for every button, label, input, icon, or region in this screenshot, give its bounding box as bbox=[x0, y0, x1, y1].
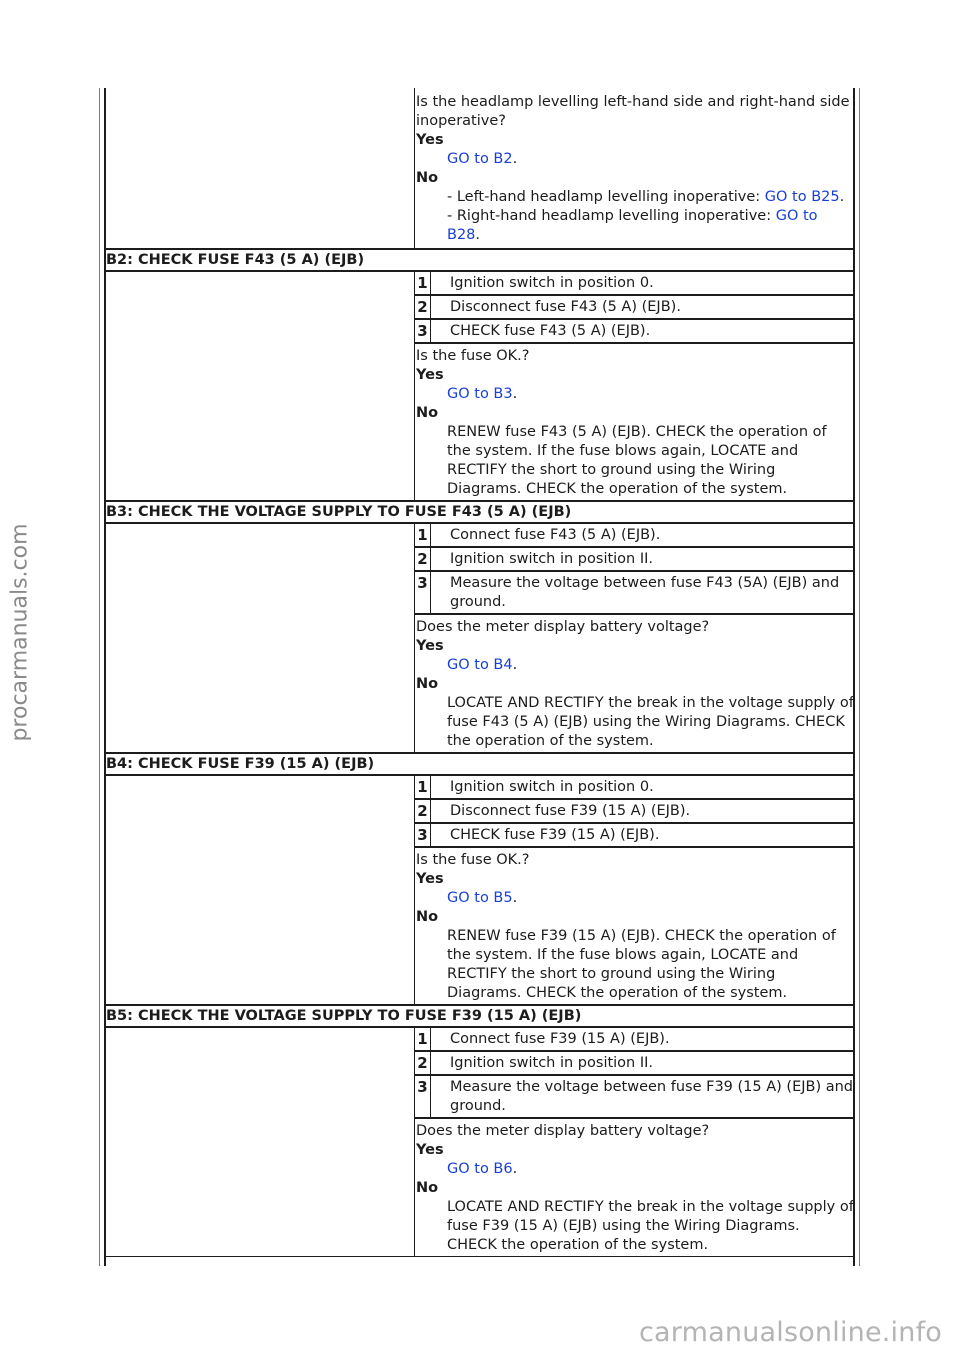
step-number: 1 bbox=[415, 776, 431, 798]
question-answer: Does the meter display battery voltage? Yes GO to B4. No LOCATE AND RECTIFY the break in the voltage supply of fuse F43 (5 A) (EJB) using the Wiring Diagrams. CHECK the operation of the system. bbox=[416, 619, 854, 749]
step-row bbox=[415, 1052, 854, 1076]
section-content bbox=[414, 524, 854, 752]
section-content bbox=[414, 1028, 854, 1256]
step-text: Connect fuse F43 (5 A) (EJB). bbox=[450, 527, 661, 543]
step-text: CHECK fuse F39 (15 A) (EJB). bbox=[450, 827, 660, 843]
continuation-row bbox=[104, 88, 854, 250]
step-number: 2 bbox=[415, 800, 431, 822]
empty-cell bbox=[104, 524, 414, 752]
section-body bbox=[104, 272, 854, 502]
question-text: Does the meter display battery voltage? bbox=[416, 1123, 710, 1139]
section-content bbox=[414, 776, 854, 1004]
yes-link[interactable]: GO to B5 bbox=[447, 890, 513, 906]
no-label: No bbox=[416, 405, 439, 421]
diagnostic-table bbox=[104, 88, 854, 1257]
step-row bbox=[415, 824, 854, 848]
no-label: No bbox=[416, 676, 439, 692]
question-text: Is the fuse OK.? bbox=[416, 852, 530, 868]
no-left-link[interactable]: GO to B25 bbox=[764, 189, 840, 205]
step-number: 1 bbox=[415, 272, 431, 294]
question-text: Is the headlamp levelling left-hand side and right-hand side inoperative? bbox=[416, 94, 850, 129]
no-label: No bbox=[416, 170, 439, 186]
empty-cell bbox=[104, 272, 414, 500]
no-label: No bbox=[416, 909, 439, 925]
step-number: 3 bbox=[415, 1076, 431, 1117]
test-sections bbox=[104, 250, 854, 1257]
step-row bbox=[415, 548, 854, 572]
frame-left-outer-line bbox=[99, 88, 100, 1266]
no-label: No bbox=[416, 1180, 439, 1196]
no-text: RENEW fuse F39 (15 A) (EJB). CHECK the operation of the system. If the fuse blows again, LOCATE and RECTIFY the short to ground using the Wiring Diagrams. CHECK the operation of the system. bbox=[447, 928, 836, 1001]
yes-link[interactable]: GO to B4 bbox=[447, 657, 513, 673]
no-item-right: - Right-hand headlamp levelling inoperative: GO to B28. bbox=[447, 208, 818, 243]
step-text: CHECK fuse F43 (5 A) (EJB). bbox=[450, 323, 651, 339]
question-answer: Is the fuse OK.? Yes GO to B5. No RENEW fuse F39 (15 A) (EJB). CHECK the operation of the system. If the fuse blows again, LOCATE and RECTIFY the short to ground using the Wiring Diagrams. CHECK the operation of the system. bbox=[415, 848, 854, 1004]
step-text: Ignition switch in position 0. bbox=[450, 779, 654, 795]
step-text: Ignition switch in position II. bbox=[450, 551, 654, 567]
question-answer: Does the meter display battery voltage? Yes GO to B6. No LOCATE AND RECTIFY the break in the voltage supply of fuse F39 (15 A) (EJB) using the Wiring Diagrams. CHECK the operation of the system. bbox=[416, 1123, 854, 1253]
step-text: Disconnect fuse F39 (15 A) (EJB). bbox=[450, 803, 691, 819]
question-text: Is the fuse OK.? bbox=[416, 348, 530, 364]
step-row bbox=[415, 296, 854, 320]
step-row bbox=[415, 1076, 854, 1119]
question-text: Does the meter display battery voltage? bbox=[416, 619, 710, 635]
yes-link[interactable]: GO to B3 bbox=[447, 386, 513, 402]
step-row bbox=[415, 776, 854, 800]
section-title: B3: CHECK THE VOLTAGE SUPPLY TO FUSE F43 (5 A) (EJB) bbox=[104, 502, 854, 524]
step-number: 2 bbox=[415, 548, 431, 570]
section-title: B5: CHECK THE VOLTAGE SUPPLY TO FUSE F39 (15 A) (EJB) bbox=[104, 1006, 854, 1028]
section-content bbox=[414, 272, 854, 500]
step-number: 3 bbox=[415, 572, 431, 613]
yes-label: Yes bbox=[416, 367, 444, 383]
empty-cell bbox=[104, 776, 414, 1004]
step-text: Measure the voltage between fuse F43 (5A) (EJB) and ground. bbox=[450, 575, 840, 610]
no-item-left: - Left-hand headlamp levelling inoperative: GO to B25. bbox=[447, 189, 845, 205]
empty-cell bbox=[104, 1028, 414, 1256]
step-row bbox=[415, 524, 854, 548]
no-text: LOCATE AND RECTIFY the break in the voltage supply of fuse F43 (5 A) (EJB) using the Wiring Diagrams. CHECK the operation of the system. bbox=[447, 695, 854, 749]
step-row bbox=[415, 1028, 854, 1052]
section-body bbox=[104, 776, 854, 1006]
no-text: LOCATE AND RECTIFY the break in the voltage supply of fuse F39 (15 A) (EJB) using the Wiring Diagrams. CHECK the operation of the system. bbox=[447, 1199, 854, 1253]
section-title: B4: CHECK FUSE F39 (15 A) (EJB) bbox=[104, 754, 854, 776]
yes-label: Yes bbox=[416, 638, 444, 654]
continuation-qa: Is the headlamp levelling left-hand side and right-hand side inoperative? Yes GO to B2. No - Left-hand headlamp levelling inoperative: GO to B25. - Right-hand headlamp levelling inoperative: GO to B28. bbox=[414, 88, 854, 248]
step-row bbox=[415, 320, 854, 344]
step-number: 2 bbox=[415, 296, 431, 318]
step-number: 1 bbox=[415, 524, 431, 546]
step-row bbox=[415, 272, 854, 296]
yes-link[interactable]: GO to B6 bbox=[447, 1161, 513, 1177]
step-number: 1 bbox=[415, 1028, 431, 1050]
frame-right-outer-line bbox=[859, 88, 860, 1266]
question-answer: Is the fuse OK.? Yes GO to B3. No RENEW fuse F43 (5 A) (EJB). CHECK the operation of the system. If the fuse blows again, LOCATE and RECTIFY the short to ground using the Wiring Diagrams. CHECK the operation of the system. bbox=[415, 344, 854, 500]
no-right-link[interactable]: GO to B28 bbox=[447, 208, 818, 243]
step-row bbox=[415, 572, 854, 615]
section-body bbox=[104, 1028, 854, 1257]
no-text: RENEW fuse F43 (5 A) (EJB). CHECK the operation of the system. If the fuse blows again, LOCATE and RECTIFY the short to ground using the Wiring Diagrams. CHECK the operation of the system. bbox=[447, 424, 827, 497]
section-body bbox=[104, 524, 854, 754]
step-number: 3 bbox=[415, 824, 431, 846]
step-text: Connect fuse F39 (15 A) (EJB). bbox=[450, 1031, 670, 1047]
step-number: 3 bbox=[415, 320, 431, 342]
step-text: Ignition switch in position 0. bbox=[450, 275, 654, 291]
side-watermark: procarmanuals.com bbox=[7, 523, 33, 742]
step-row bbox=[415, 800, 854, 824]
step-text: Measure the voltage between fuse F39 (15 A) (EJB) and ground. bbox=[450, 1079, 854, 1114]
empty-cell bbox=[104, 88, 414, 248]
step-text: Disconnect fuse F43 (5 A) (EJB). bbox=[450, 299, 681, 315]
footer-watermark: carmanualsonline.info bbox=[639, 1317, 942, 1348]
yes-label: Yes bbox=[416, 1142, 444, 1158]
step-text: Ignition switch in position II. bbox=[450, 1055, 654, 1071]
step-number: 2 bbox=[415, 1052, 431, 1074]
yes-link[interactable]: GO to B2 bbox=[447, 151, 513, 167]
yes-label: Yes bbox=[416, 871, 444, 887]
yes-label: Yes bbox=[416, 132, 444, 148]
section-title: B2: CHECK FUSE F43 (5 A) (EJB) bbox=[104, 250, 854, 272]
